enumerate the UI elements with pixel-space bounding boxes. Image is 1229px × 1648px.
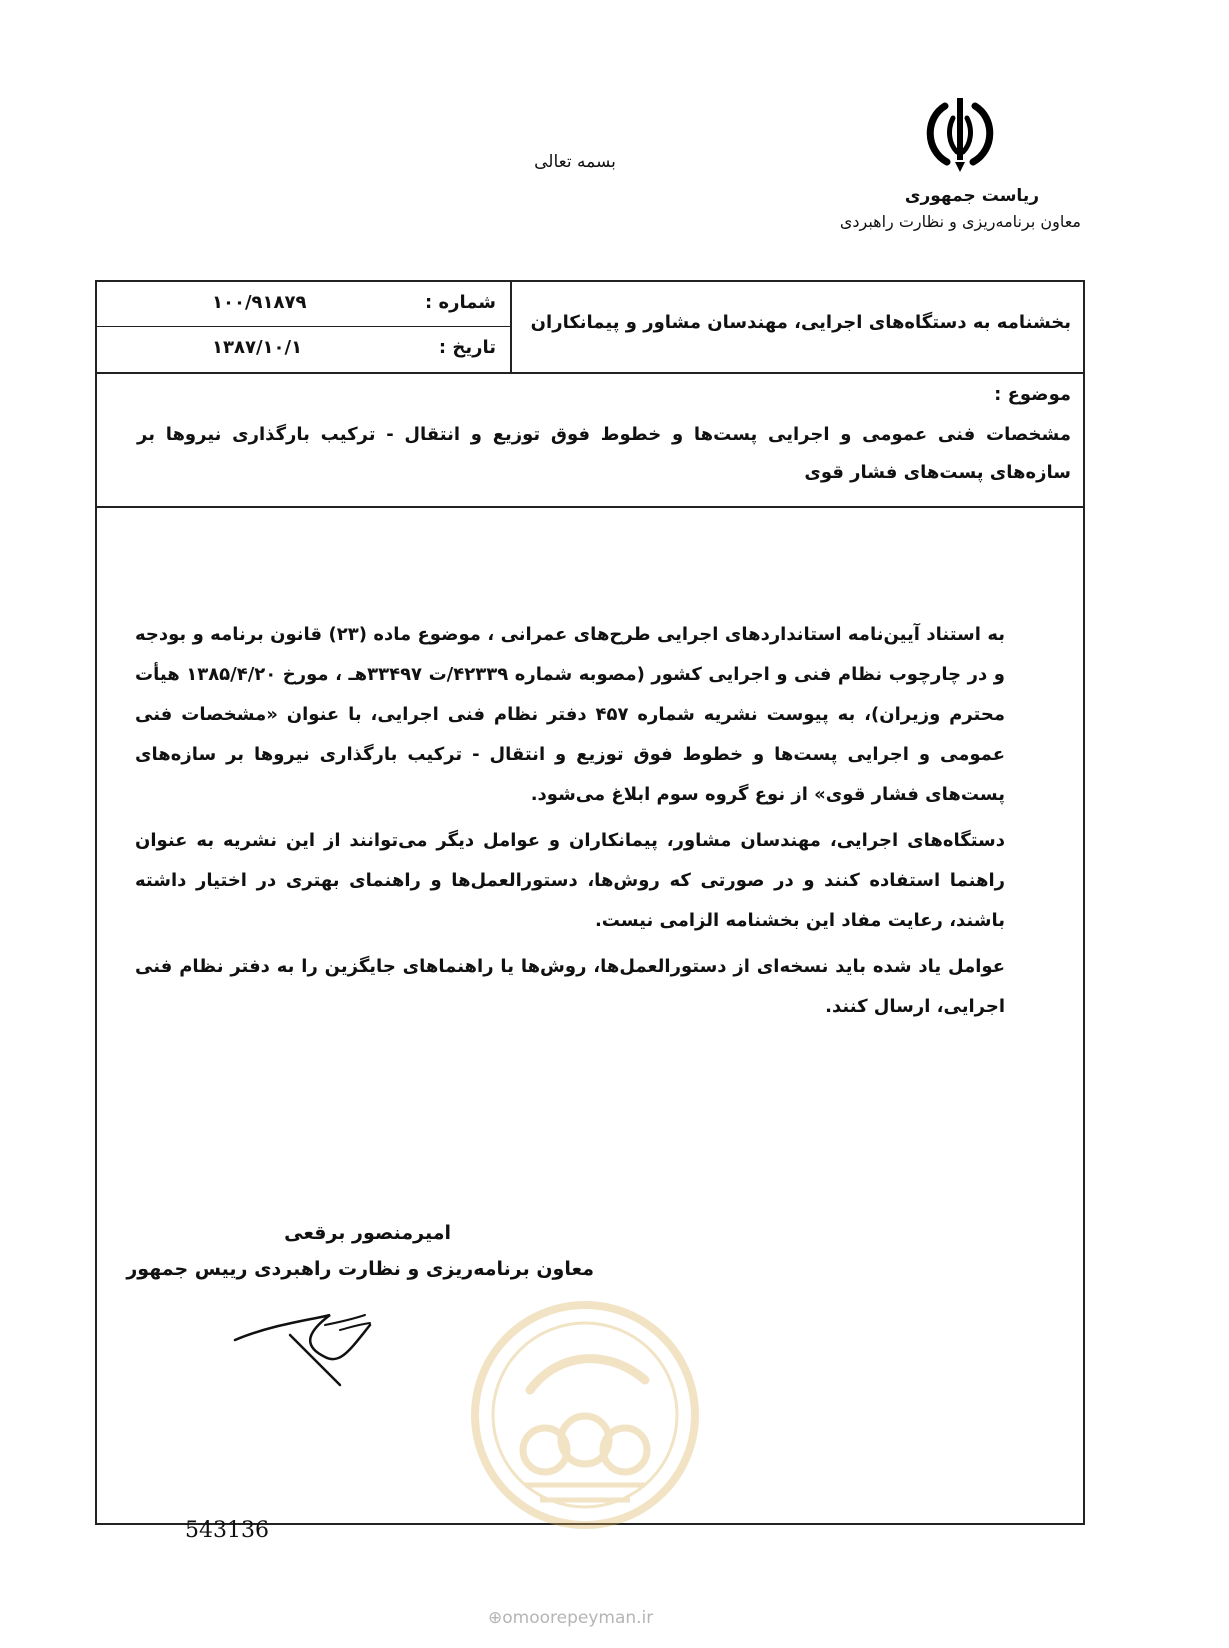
number-row bbox=[97, 282, 510, 327]
date-label: تاریخ : bbox=[438, 337, 496, 358]
subject-box bbox=[97, 374, 1083, 508]
recipient-line: بخشنامه به دستگاه‌های اجرایی، مهندسان مشاور و پیمانکاران bbox=[530, 312, 1071, 333]
org-department: معاون برنامه‌ریزی و نظارت راهبردی bbox=[839, 212, 1081, 231]
watermark-seal bbox=[470, 1300, 700, 1530]
letter-body bbox=[135, 615, 1005, 1033]
subject-text: مشخصات فنی عمومی و اجرایی پست‌ها و خطوط فوق توزیع و انتقال - ترکیب بارگذاری نیروها بر سازه‌های پست‌های فشار قوی bbox=[137, 424, 1071, 483]
body-paragraph-2: دستگاه‌های اجرایی، مهندسان مشاور، پیمانکاران و عوامل دیگر می‌توانند از این نشریه به عنوان راهنما استفاده کنند و در صورتی که روش‌ها، دستورالعمل‌ها و راهنمای بهتری در اختیار داشته باشند، رعایت مفاد این بخشنامه الزامی نیست. bbox=[135, 830, 1005, 931]
date-row bbox=[97, 327, 510, 371]
publication-title: مشخصات فنی عمومی و اجرایی پست‌ها و خطوط فوق توزیع و انتقال - ترکیب بارگذاری نیروها بر سازه‌های پست‌های فشار قوی bbox=[135, 704, 1005, 805]
website-text: omoorepeyman.ir bbox=[502, 1608, 654, 1628]
meta-box bbox=[97, 282, 512, 372]
signatory-name: امیرمنصور برقعی bbox=[284, 1222, 451, 1244]
letter-header-row bbox=[97, 282, 1083, 374]
number-value: ۱۰۰/۹۱۸۷۹ bbox=[212, 292, 307, 313]
body-paragraph-1-part1: به استناد آیین‌نامه استانداردهای اجرایی طرح‌های عمرانی ، موضوع ماده (۲۳) قانون برنامه و بودجه و در چارچوب نظام فنی و اجرایی کشور (مصوبه شماره ۴۲۳۳۹/ت ۳۳۴۹۷هـ ، مورخ ۱۳۸۵/۴/۲۰ هیأت محترم وزیران)، به پیوست نشریه شماره ۴۵۷ دفتر نظام فنی اجرایی، با عنوان « bbox=[135, 624, 1006, 725]
date-value: ۱۳۸۷/۱۰/۱ bbox=[212, 337, 303, 358]
iran-emblem-icon bbox=[915, 88, 1005, 178]
handwritten-signature bbox=[230, 1295, 380, 1390]
body-paragraph-3: عوامل یاد شده باید نسخه‌ای از دستورالعمل‌ها، روش‌ها یا راهنماهای جایگزین را به دفتر نظام فنی اجرایی، ارسال کنند. bbox=[135, 956, 1005, 1017]
signatory-title: معاون برنامه‌ریزی و نظارت راهبردی رییس جمهور bbox=[126, 1258, 594, 1280]
org-name: ریاست جمهوری bbox=[904, 186, 1039, 206]
globe-icon: ⊕ bbox=[488, 1608, 503, 1628]
website-watermark bbox=[488, 1608, 653, 1628]
subject-label: موضوع : bbox=[994, 384, 1071, 405]
number-label: شماره : bbox=[425, 292, 496, 313]
body-paragraph-1-part2: » از نوع گروه سوم ابلاغ می‌شود. bbox=[530, 784, 826, 805]
body-paragraph-1 bbox=[135, 615, 1005, 815]
bismillah-text: بسمه تعالی bbox=[534, 152, 616, 172]
document-number: 543136 bbox=[185, 1518, 269, 1543]
